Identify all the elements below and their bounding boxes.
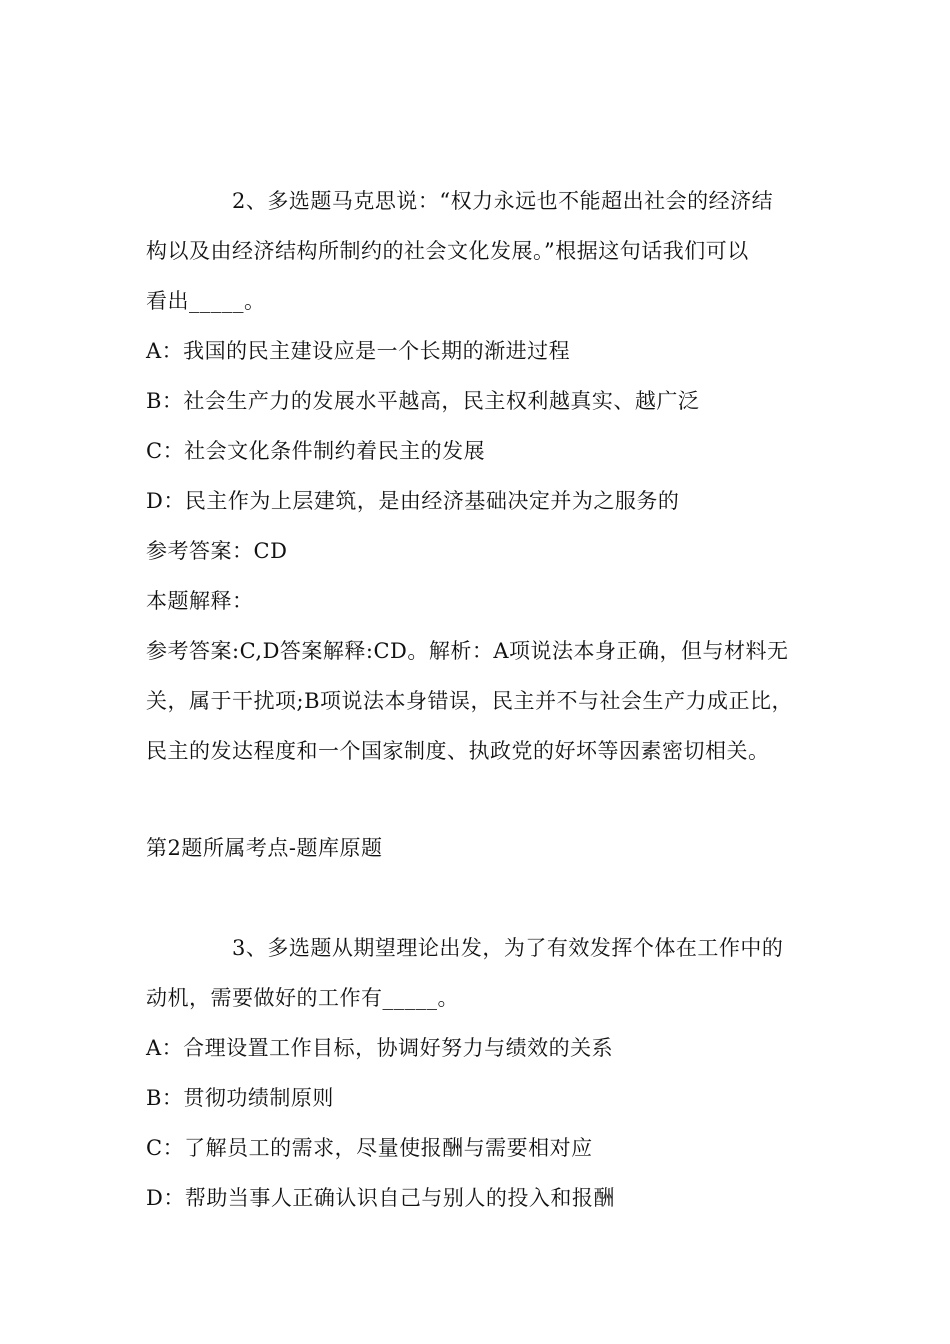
q2-stem-line-2: 构以及由经济结构所制约的社会文化发展。”根据这句话我们可以 [146, 239, 749, 263]
q2-option-d: D：民主作为上层建筑，是由经济基础决定并为之服务的 [146, 489, 680, 513]
q2-exam-point: 第2题所属考点-题库原题 [146, 836, 383, 860]
q2-explanation-line-3: 民主的发达程度和一个国家制度、执政党的好坏等因素密切相关。 [146, 739, 770, 763]
q2-explanation-line-1: 参考答案:C,D答案解释:CD。解析：A项说法本身正确，但与材料无 [146, 639, 789, 663]
q3-option-b: B：贯彻功绩制原则 [146, 1086, 334, 1110]
q3-option-c: C：了解员工的需求，尽量使报酬与需要相对应 [146, 1136, 593, 1160]
q2-option-b: B：社会生产力的发展水平越高，民主权利越真实、越广泛 [146, 389, 700, 413]
q2-option-c: C：社会文化条件制约着民主的发展 [146, 439, 486, 463]
q2-answer: 参考答案：CD [146, 539, 288, 563]
q3-option-d: D：帮助当事人正确认识自己与别人的投入和报酬 [146, 1186, 615, 1210]
q2-explanation-heading: 本题解释： [146, 589, 254, 613]
q3-stem-line-2: 动机，需要做好的工作有_____。 [146, 986, 459, 1010]
q3-stem-line-1: 3、多选题从期望理论出发，为了有效发挥个体在工作中的 [232, 936, 784, 960]
q3-option-a: A：合理设置工作目标，协调好努力与绩效的关系 [146, 1036, 614, 1060]
q2-stem-line-1: 2、多选题马克思说：“权力永远也不能超出社会的经济结 [232, 189, 774, 213]
q2-stem-line-3: 看出_____。 [146, 289, 266, 313]
q2-option-a: A：我国的民主建设应是一个长期的渐进过程 [146, 339, 571, 363]
q2-explanation-line-2: 关，属于干扰项;B项说法本身错误，民主并不与社会生产力成正比， [146, 689, 794, 713]
